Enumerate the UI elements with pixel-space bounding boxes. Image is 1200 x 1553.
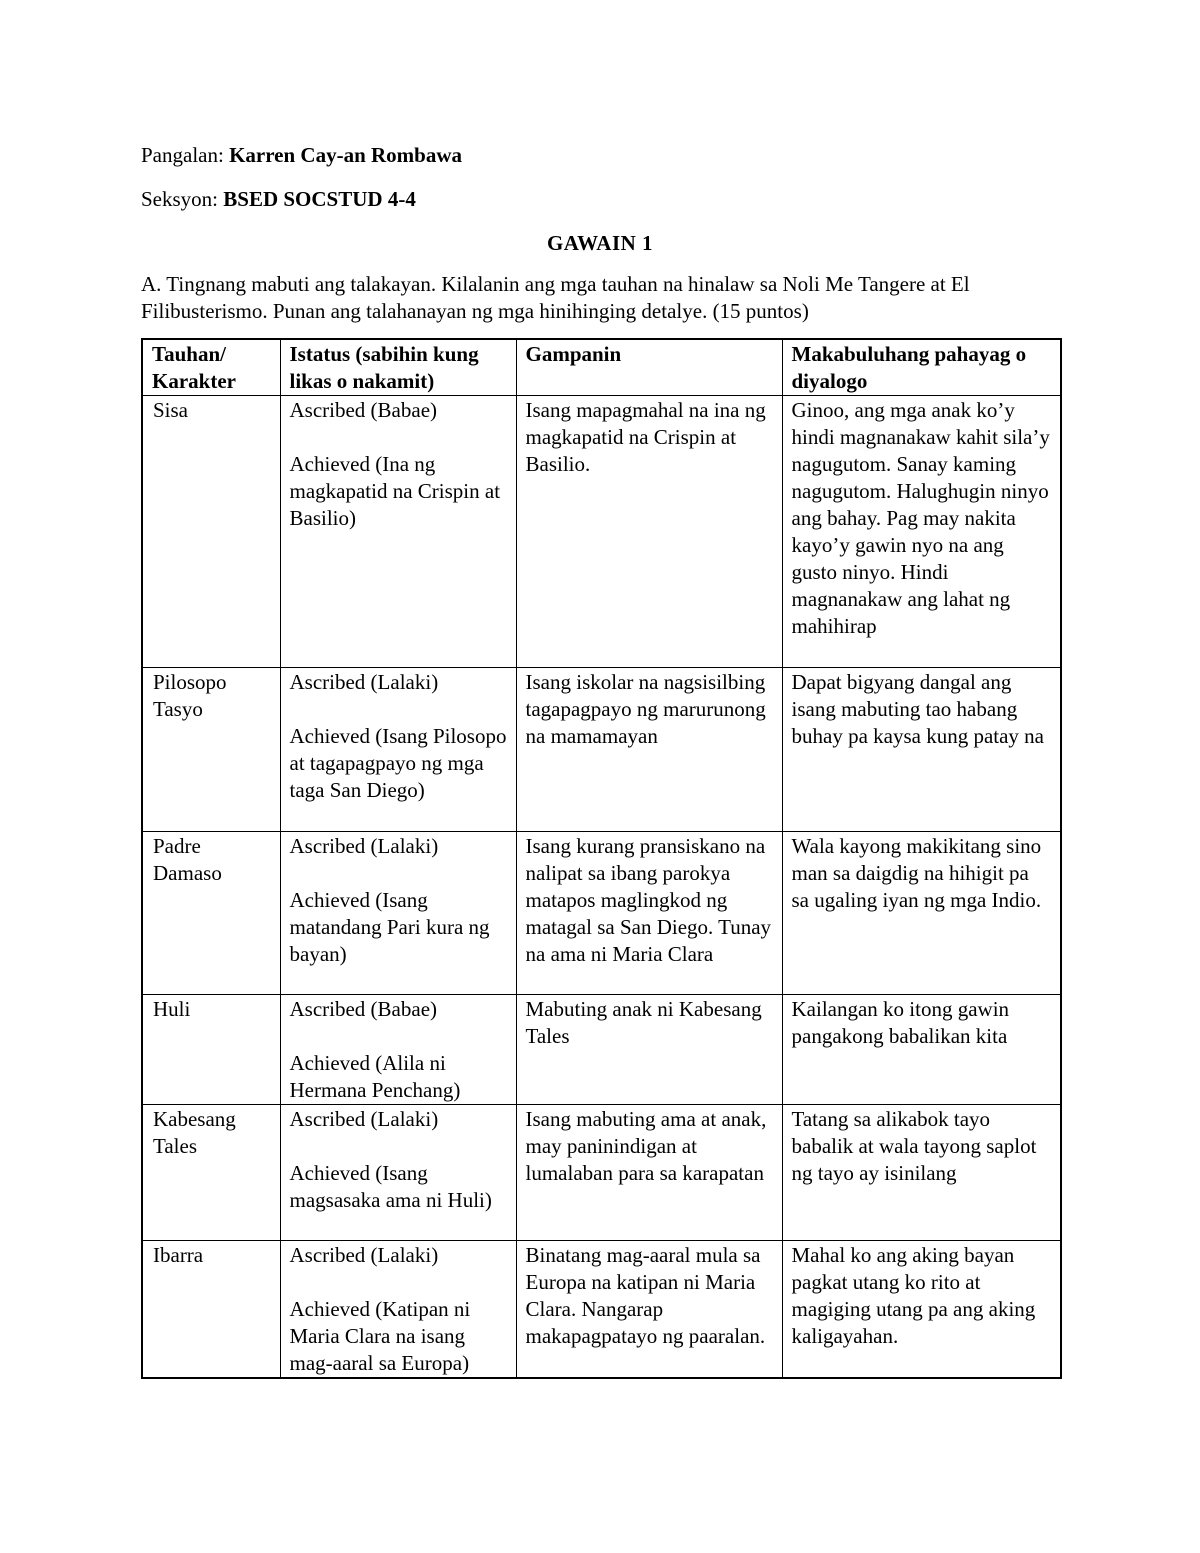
cell-quote: Ginoo, ang mga anak ko’y hindi magnanakaw kahit sila’y nagugutom. Sanay kaming nagugutom. Halughugin ninyo ang bahay. Pag may nakita kayo’y gawin nyo na ang gusto ninyo. Hindi magnanakaw ang lahat ng mahihirap xyxy=(782,396,1061,668)
cell-role: Isang kurang pransiskano na nalipat sa ibang parokya matapos maglingkod ng matagal sa San Diego. Tunay na ama ni Maria Clara xyxy=(516,832,782,995)
status-achieved: Achieved (Alila ni Hermana Penchang) xyxy=(289,1051,461,1102)
character-table xyxy=(141,338,1062,1379)
table-row xyxy=(142,1105,1061,1241)
status-spacer xyxy=(290,1133,507,1160)
status-achieved: Achieved (Katipan ni Maria Clara na isang mag-aaral sa Europa) xyxy=(289,1297,471,1375)
cell-character: Huli xyxy=(142,995,280,1105)
header-character: Tauhan/ Karakter xyxy=(142,339,280,396)
activity-title: GAWAIN 1 xyxy=(546,231,654,255)
cell-character: Sisa xyxy=(142,396,280,668)
table-row xyxy=(142,396,1061,668)
name-label: Pangalan: xyxy=(141,143,224,167)
table-header-row xyxy=(142,339,1061,396)
status-achieved: Achieved (Isang Pilosopo at tagapagpayo ng mga taga San Diego) xyxy=(289,724,507,802)
cell-character: Kabesang Tales xyxy=(142,1105,280,1241)
cell-role: Isang iskolar na nagsisilbing tagapagpayo ng marurunong na mamamayan xyxy=(516,668,782,832)
student-name: Karren Cay-an Rombawa xyxy=(229,143,463,167)
status-ascribed: Ascribed (Babae) xyxy=(289,398,438,422)
section-label: Seksyon: xyxy=(141,187,219,211)
status-spacer xyxy=(290,424,507,451)
status-ascribed: Ascribed (Lalaki) xyxy=(289,834,439,858)
status-ascribed: Ascribed (Babae) xyxy=(289,997,438,1021)
cell-status xyxy=(280,995,516,1105)
cell-role: Mabuting anak ni Kabesang Tales xyxy=(516,995,782,1105)
cell-status xyxy=(280,1241,516,1379)
cell-role: Binatang mag-aaral mula sa Europa na katipan ni Maria Clara. Nangarap makapagpatayo ng paaralan. xyxy=(516,1241,782,1379)
name-line xyxy=(141,142,462,168)
cell-role: Isang mabuting ama at anak, may paninindigan at lumalaban para sa karapatan xyxy=(516,1105,782,1241)
section-line xyxy=(141,186,416,212)
cell-quote: Wala kayong makikitang sino man sa daigdig na hihigit pa sa ugaling iyan ng mga Indio. xyxy=(782,832,1061,995)
cell-status xyxy=(280,668,516,832)
table-row xyxy=(142,668,1061,832)
table-row xyxy=(142,832,1061,995)
section-value: BSED SOCSTUD 4-4 xyxy=(223,187,416,211)
cell-character: Pilosopo Tasyo xyxy=(142,668,280,832)
cell-character: Padre Damaso xyxy=(142,832,280,995)
cell-quote: Kailangan ko itong gawin pangakong babalikan kita xyxy=(782,995,1061,1105)
status-spacer xyxy=(290,860,507,887)
status-spacer xyxy=(290,696,507,723)
table-body xyxy=(142,396,1061,1379)
cell-role: Isang mapagmahal na ina ng magkapatid na Crispin at Basilio. xyxy=(516,396,782,668)
header-quote: Makabuluhang pahayag o diyalogo xyxy=(782,339,1061,396)
status-achieved: Achieved (Isang magsasaka ama ni Huli) xyxy=(289,1161,492,1212)
cell-status xyxy=(280,1105,516,1241)
status-spacer xyxy=(290,1269,507,1296)
cell-quote: Mahal ko ang aking bayan pagkat utang ko rito at magiging utang pa ang aking kaligayahan. xyxy=(782,1241,1061,1379)
instructions: A. Tingnang mabuti ang talakayan. Kilalanin ang mga tauhan na hinalaw sa Noli Me Tangere at El Filibusterismo. Punan ang talahanayan ng mga hinihinging detalye. (15 puntos) xyxy=(141,272,970,323)
cell-character: Ibarra xyxy=(142,1241,280,1379)
cell-quote: Dapat bigyang dangal ang isang mabuting tao habang buhay pa kaysa kung patay na xyxy=(782,668,1061,832)
cell-quote: Tatang sa alikabok tayo babalik at wala tayong saplot ng tayo ay isinilang xyxy=(782,1105,1061,1241)
status-ascribed: Ascribed (Lalaki) xyxy=(289,1243,439,1267)
header-status: Istatus (sabihin kung likas o nakamit) xyxy=(280,339,516,396)
table-row xyxy=(142,1241,1061,1379)
status-ascribed: Ascribed (Lalaki) xyxy=(289,1107,439,1131)
status-spacer xyxy=(290,1023,507,1050)
status-ascribed: Ascribed (Lalaki) xyxy=(289,670,439,694)
status-achieved: Achieved (Isang matandang Pari kura ng bayan) xyxy=(289,888,490,966)
cell-status xyxy=(280,396,516,668)
header-role: Gampanin xyxy=(516,339,782,396)
table-row xyxy=(142,995,1061,1105)
status-achieved: Achieved (Ina ng magkapatid na Crispin at Basilio) xyxy=(289,452,501,530)
cell-status xyxy=(280,832,516,995)
